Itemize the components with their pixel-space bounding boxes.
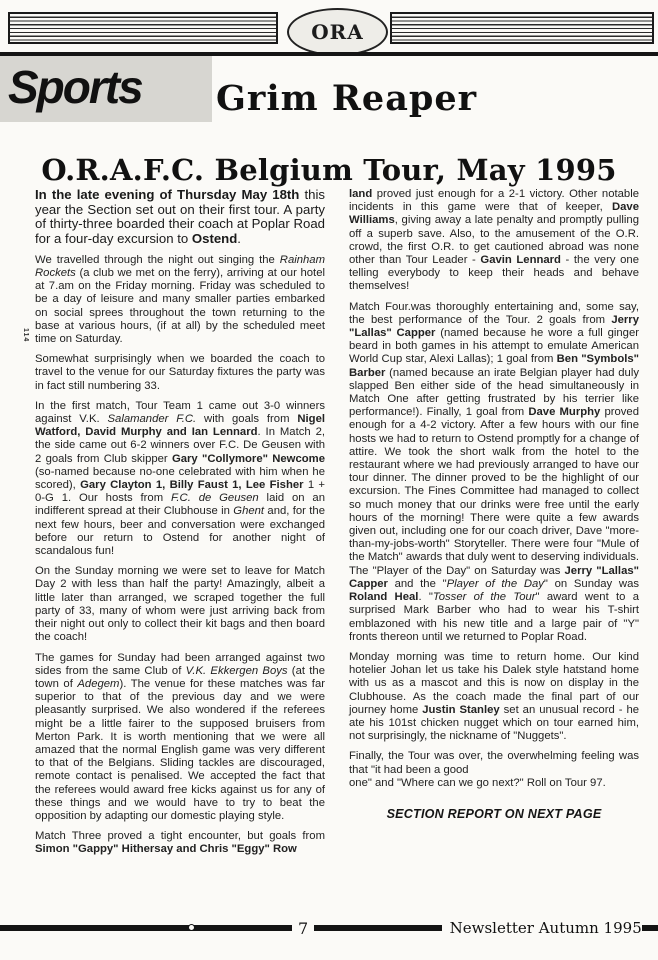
text-segment: (so-named because no-one celebrated with him when he scored), bbox=[35, 465, 325, 492]
text-segment: Ben "Symbols" Barber bbox=[349, 353, 639, 379]
left-column bbox=[35, 188, 325, 864]
paragraph bbox=[35, 565, 325, 644]
text-segment: ). The venue for these matches was far superior to that of the previous day and we were pleasantly surprised. We also wondered if the referees might be a little fairer to the supposed bruisers from Merton Park. It is worth mentioning that we were all amazed that the normal English game was very different to that of the Belgians. Sliding tackles are discouraged, remote contact is penalised. We accepted the fact that the referees would award free kicks against us for any of these things and we would have to try to beat the opposition by adapting our domestic playing style. bbox=[35, 677, 325, 822]
paragraph bbox=[349, 651, 639, 743]
text-segment: . In Match 2, the side came out 6-2 winners over F.C. De Geusen with 2 goals from Club skipper bbox=[35, 426, 325, 465]
text-segment: proved just enough for a 2-1 victory. Other notable incidents in this game were that of keeper, bbox=[349, 188, 639, 214]
text-segment: (a club we met on the ferry), arriving at our hotel at 7.am on the Friday morning. Friday was scheduled to be a day of leisure and many smaller parties embarked on social sprees throughout the town returning to the base at various hours, (if at all) by the scheduled meet time on Saturday. bbox=[35, 267, 325, 346]
article bbox=[35, 188, 639, 864]
section-note bbox=[349, 808, 639, 821]
text-segment: Gavin Lennard bbox=[480, 254, 561, 267]
ora-logo bbox=[287, 8, 388, 56]
text-segment: . " bbox=[418, 591, 433, 604]
text-segment: Dave Murphy bbox=[528, 406, 601, 419]
footer bbox=[0, 920, 658, 936]
text-segment: . bbox=[237, 231, 241, 247]
section-label: Sports bbox=[8, 61, 142, 113]
paragraph bbox=[349, 301, 639, 644]
text-segment: Finally, the Tour was over, the overwhelming feeling was that "it had been a good bbox=[349, 750, 639, 776]
issue-label: Newsletter Autumn 1995 bbox=[449, 919, 642, 937]
paragraph bbox=[35, 353, 325, 393]
paragraph bbox=[35, 830, 325, 856]
text-segment: with goals from bbox=[196, 413, 298, 426]
text-segment: Ostend bbox=[191, 231, 238, 247]
text-segment: " award went to a surprised Mark Barber who had to wear his T-shirt emblazoned with his new title and a large pair of "Y" fronts thereon until we returned to Poplar Road. bbox=[349, 591, 639, 643]
ora-logo-text: ORA bbox=[311, 20, 364, 44]
text-segment: SECTION REPORT ON NEXT PAGE bbox=[386, 806, 602, 821]
text-segment: Player of the Day bbox=[446, 577, 544, 590]
page-number: 7 bbox=[297, 918, 309, 938]
text-segment: Nigel Watford, David Murphy and Ian Lennard bbox=[35, 413, 325, 439]
text-segment: Monday morning was time to return home. Our kind hotelier Johan let us take his Dalek style hatstand home with us as a mascot and this is now on display in the Clubhouse. As the coach made the final part of our journey home bbox=[349, 650, 639, 716]
text-segment: We travelled through the night out singing the bbox=[35, 253, 280, 266]
text-segment: Roland Heal bbox=[349, 591, 419, 604]
footer-dot bbox=[188, 924, 195, 931]
text-segment: Jerry "Lallas" Capper bbox=[349, 313, 639, 340]
masthead-title: Grim Reaper bbox=[216, 78, 478, 119]
paragraph bbox=[35, 400, 325, 558]
text-segment: Adegem bbox=[77, 677, 120, 690]
text-segment: Salamander F.C. bbox=[107, 413, 197, 426]
text-segment: 1 + 0-G 1. Our hosts from bbox=[35, 479, 325, 505]
text-segment: In the late evening of Thursday May 18th bbox=[35, 187, 300, 202]
text-segment: this year the Section set out on their first tour. A party of thirty-three boarded their coach at Poplar Road for a four-day excursion to bbox=[35, 187, 326, 247]
text-segment: Rainham Rockets bbox=[35, 253, 325, 280]
text-segment: Justin Stanley bbox=[422, 703, 500, 716]
text-segment: (at the town of bbox=[35, 664, 325, 690]
paragraph bbox=[35, 188, 325, 247]
text-segment: one" and "Where can we go next?" Roll on Tour 97. bbox=[349, 776, 606, 789]
footer-bar-left bbox=[0, 925, 292, 931]
text-segment: Simon "Gappy" Hithersay and Chris "Eggy" Row bbox=[35, 843, 297, 856]
text-segment: Match Four.was thoroughly entertaining and, some say, the best performance of the Tour. 2 goals from bbox=[349, 300, 639, 326]
footer-bar-right bbox=[642, 925, 658, 931]
paragraph bbox=[35, 254, 325, 346]
text-segment: Jerry "Lallas" Capper bbox=[349, 564, 639, 590]
text-segment: proved enough for a 4-2 victory. After a few hours with our fine hosts we had to return to Ostend promptly for a change of attire. We took the short walk from the hotel to the restaurant where we had previously arranged to have our tour dinner. The dinner proved to be the highlight of our excursion. The Fines Committee had managed to collect so much money that our drinks were free until the early hours of the morning! There were quite a few awards given out, including one for our coach driver, Dave "more-than-my-jobs-worth" Storyteller. There were four "Mule of the Match" awards that duly went to deserving individuals. The "Player of the Day" on Saturday was bbox=[349, 406, 639, 577]
right-column bbox=[349, 188, 639, 864]
text-segment: F.C. de Geusen bbox=[170, 492, 259, 505]
text-segment: Somewhat surprisingly when we boarded the coach to travel to the venue for our Saturday fixtures the party was in fact still numbering 33. bbox=[35, 353, 325, 392]
text-segment: (named because he wore a full ginger beard in both games in his attempt to emulate American World Cup star, Alexi Lallas); 1 goal from bbox=[349, 327, 639, 366]
sports-banner bbox=[0, 56, 212, 122]
text-segment: and the " bbox=[387, 577, 447, 590]
text-segment: (named because an irate Belgian player had duly slapped Ben either side of the head simultaneously in Match One after getting frustrated by his terrier like performance!). Finally, 1 goal from bbox=[349, 366, 639, 419]
text-segment: set an unusual record - he ate his 101st chicken nugget which on tour earned him, not surprisingly, the nickname of "Nuggets". bbox=[349, 703, 640, 743]
masthead-stripe-bar-right bbox=[390, 12, 654, 44]
text-segment: - the very one telling everybody to keep their heads and behave themselves! bbox=[349, 254, 639, 293]
article-title: O.R.A.F.C. Belgium Tour, May 1995 bbox=[41, 153, 617, 188]
text-segment: " on Sunday was bbox=[543, 577, 639, 590]
paragraph bbox=[349, 750, 639, 790]
margin-artifact: 114 bbox=[22, 328, 29, 343]
paragraph bbox=[349, 188, 639, 294]
text-segment: laid on an indifferent spread at their Clubhouse in bbox=[35, 492, 325, 518]
text-segment: and, for the next few hours, beer and conversation were exchanged before our return to Ostend for another night of scandalous fun! bbox=[35, 505, 325, 558]
text-segment: V.K. Ekkergen Boys bbox=[185, 664, 288, 677]
text-segment: Match Three proved a tight encounter, but goals from bbox=[35, 830, 325, 843]
text-segment: The games for Sunday had been arranged against two sides from the same Club of bbox=[35, 651, 325, 677]
text-segment: Tosser of the Tour bbox=[432, 591, 536, 604]
paragraph bbox=[35, 652, 325, 824]
text-segment: In the first match, Tour Team 1 came out 3-0 winners against V.K. bbox=[35, 399, 325, 426]
text-segment: , giving away a late penalty and promptly pulling off a superb save. Also, to the amusement of the O.R. crowd, the first O.R. to get cautioned abroad was none other than Tour Leader - bbox=[349, 214, 639, 267]
text-segment: Gary "Collymore" Newcome bbox=[171, 452, 325, 465]
footer-bar-mid bbox=[314, 925, 441, 931]
text-segment: Gary Clayton 1, Billy Faust 1, Lee Fisher bbox=[80, 479, 304, 492]
text-segment: On the Sunday morning we were set to leave for Match Day 2 with less than half the party! Amazingly, albeit a little later than arranged, we scraped together the full party of 33, many of whom were just arriving back from their night out only to collect their kit bags and then board the coach! bbox=[35, 565, 325, 644]
masthead-stripe-bar-left bbox=[8, 12, 278, 44]
text-segment: Ghent bbox=[233, 505, 265, 518]
text-segment: land bbox=[349, 188, 373, 200]
text-segment: Dave Williams bbox=[349, 201, 639, 227]
